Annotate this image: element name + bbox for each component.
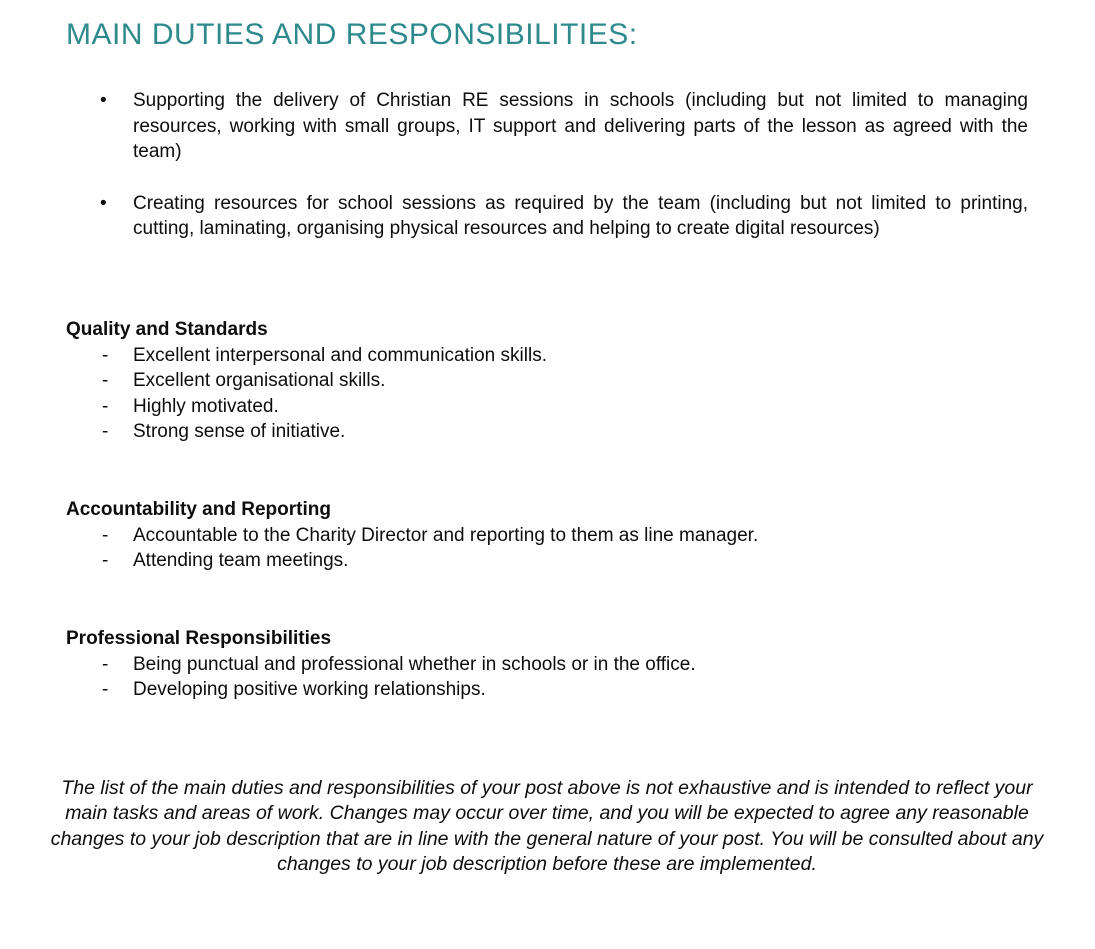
- section-quality-and-standards: [66, 317, 1028, 445]
- dash-icon: -: [102, 344, 109, 366]
- list-item-text: Highly motivated.: [133, 395, 279, 417]
- list-item: [66, 677, 1028, 703]
- duties-bullet-list: [66, 88, 1028, 242]
- accountability-list: [66, 523, 1028, 574]
- list-item: [66, 343, 1028, 369]
- list-item-text: Developing positive working relationships.: [133, 679, 486, 700]
- list-item: [66, 191, 1028, 242]
- dash-icon: -: [102, 395, 109, 417]
- bullet-text: Supporting the delivery of Christian RE sessions in schools (including but not limited to managing resources, working with small groups, IT support and delivering parts of the lesson as agreed with the team): [133, 90, 1028, 162]
- professional-list: [66, 652, 1028, 703]
- list-item-text: Excellent organisational skills.: [133, 370, 386, 391]
- list-item: [66, 548, 1028, 574]
- list-item: [66, 419, 1028, 445]
- dash-icon: -: [102, 524, 109, 546]
- section-professional-responsibilities: [66, 626, 1028, 703]
- dash-icon: -: [102, 679, 109, 700]
- list-item-text: Strong sense of initiative.: [133, 421, 346, 442]
- list-item-text: Attending team meetings.: [133, 550, 349, 571]
- section-heading: Quality and Standards: [66, 318, 268, 340]
- list-item: [66, 368, 1028, 394]
- dash-icon: -: [102, 653, 109, 675]
- dash-icon: -: [102, 550, 109, 571]
- bullet-text: Creating resources for school sessions as required by the team (including but not limited to printing, cutting, laminating, organising physical resources and helping to create digital resources): [133, 192, 1028, 239]
- list-item-text: Accountable to the Charity Director and reporting to them as line manager.: [133, 524, 759, 546]
- section-accountability-and-reporting: [66, 497, 1028, 574]
- quality-standards-list: [66, 343, 1028, 445]
- closing-note: The list of the main duties and responsibilities of your post above is not exhaustive and is intended to reflect your main tasks and areas of work. Changes may occur over time, and you will be expected to agree any reasonable changes to your job description that are in line with the general nature of your post. You will be consulted about any changes to your job description before these are implemented.: [50, 776, 1044, 875]
- section-heading: Accountability and Reporting: [66, 498, 331, 520]
- list-item: [66, 652, 1028, 678]
- list-item-text: Being punctual and professional whether in schools or in the office.: [133, 653, 696, 675]
- dash-icon: -: [102, 370, 109, 391]
- bullet-icon: •: [100, 192, 107, 214]
- list-item-text: Excellent interpersonal and communication skills.: [133, 344, 547, 366]
- dash-icon: -: [102, 421, 109, 442]
- page-title: MAIN DUTIES AND RESPONSIBILITIES:: [66, 18, 638, 51]
- section-heading: Professional Responsibilities: [66, 627, 332, 649]
- list-item: [66, 88, 1028, 165]
- list-item: [66, 523, 1028, 549]
- bullet-icon: •: [100, 90, 107, 111]
- list-item: [66, 394, 1028, 420]
